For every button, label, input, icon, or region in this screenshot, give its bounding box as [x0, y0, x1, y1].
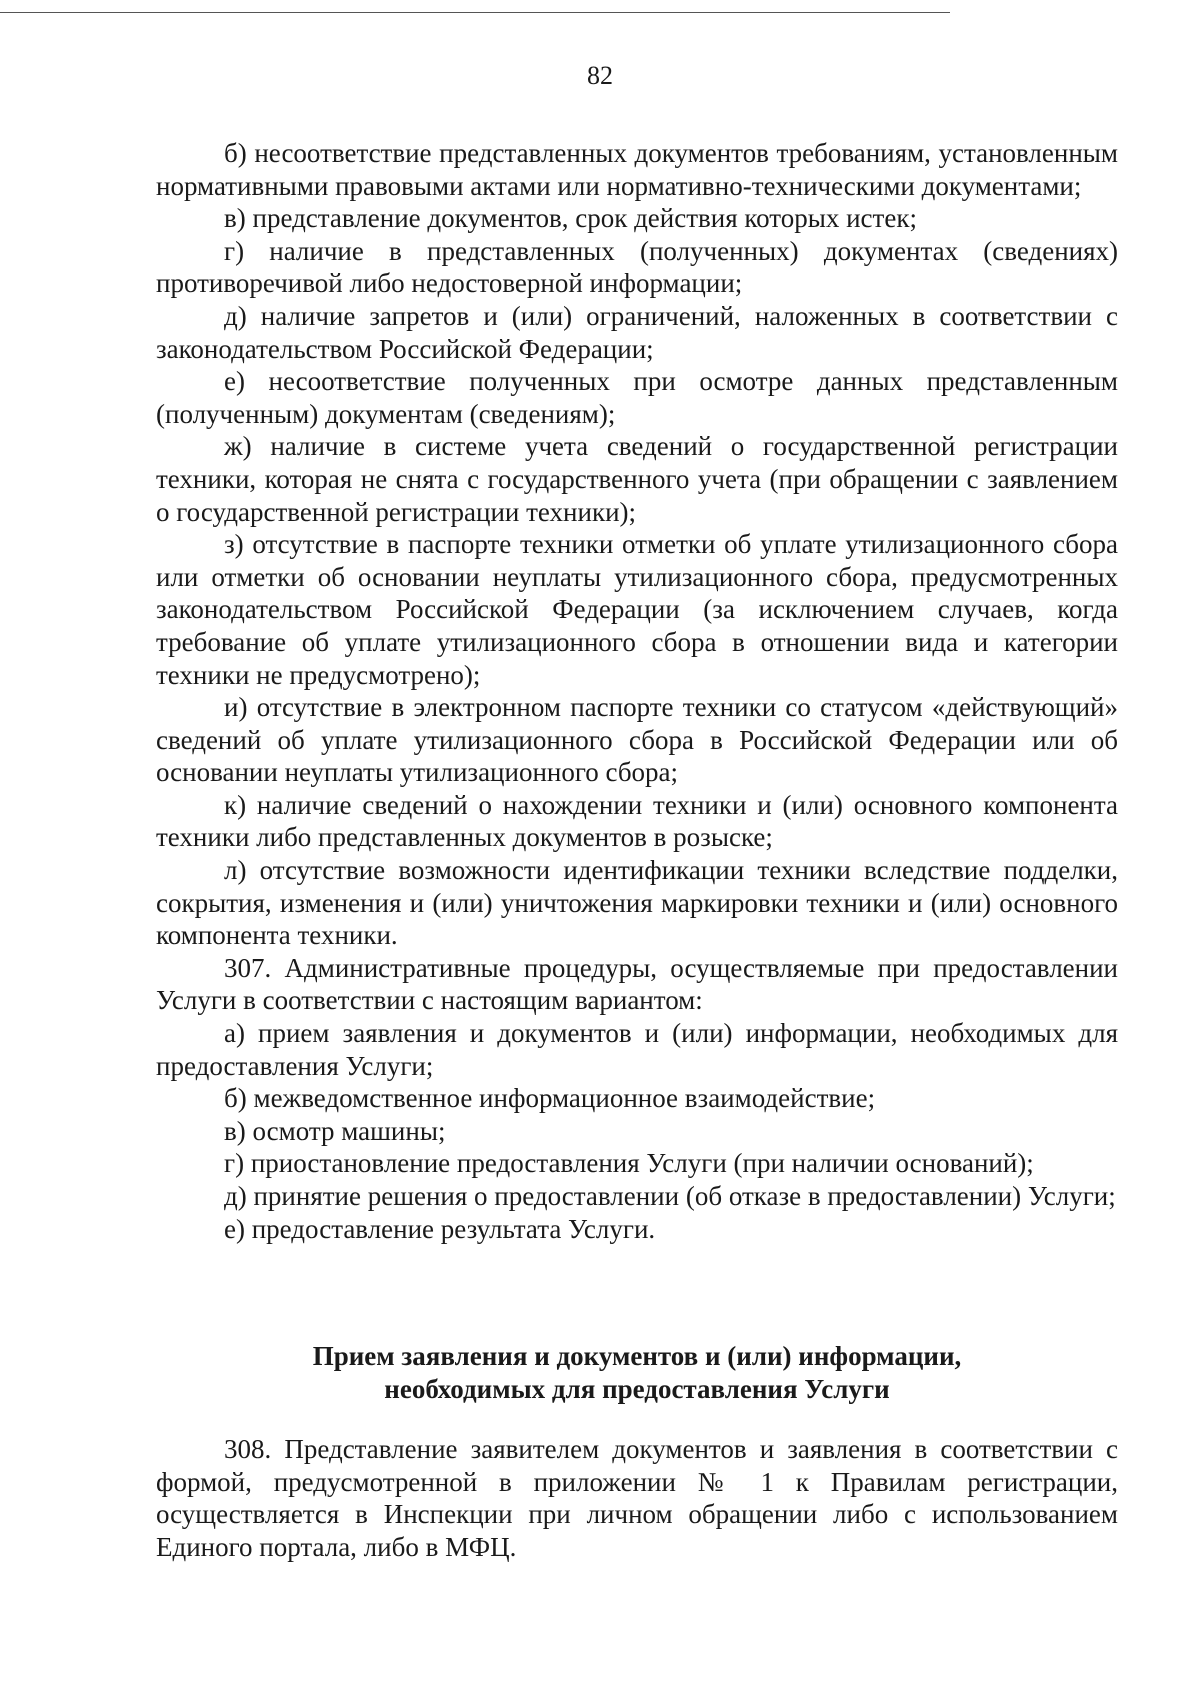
list-item-g-suspension: г) приостановление предоставления Услуги (при наличии оснований);: [224, 1148, 1034, 1179]
body-text: [156, 137, 1118, 1245]
paragraph-e-inspection-mismatch: е) несоответствие полученных при осмотре данных представленным (полученным) документам (сведениям);: [156, 366, 1118, 429]
section-heading: [156, 1340, 1118, 1406]
list-item-b-interagency: б) межведомственное информационное взаимодействие;: [224, 1083, 876, 1114]
page-number: 82: [587, 61, 613, 90]
paragraph-z-recycling-fee-mark: з) отсутствие в паспорте техники отметки об уплате утилизационного сбора или отметки об основании неуплаты утилизационного сбора, предусмотренных законодательством Российской Федерации (за исключением случаев, когда требование об уплате утилизационного сбора в отношении вида и категории техники не предусмотрено);: [156, 529, 1118, 690]
list-item-e-result: е) предоставление результата Услуги.: [224, 1213, 656, 1244]
final-block: [156, 1433, 1118, 1563]
paragraph-b-nonconformity: б) несоответствие представленных документов требованиям, установленным нормативными правовыми актами или нормативно-техническими документами;: [156, 138, 1118, 201]
paragraph-v-expired-documents: в) представление документов, срок действия которых истек;: [224, 203, 917, 234]
section-heading-line-2: необходимых для предоставления Услуги: [384, 1374, 890, 1404]
list-item-v-inspection: в) осмотр машины;: [224, 1115, 446, 1146]
paragraph-308-submission: 308. Представление заявителем документов и заявления в соответствии с формой, предусмотренной в приложении № 1 к Правилам регистрации, осуществляется в Инспекции при личном обращении либо с использованием Единого портала, либо в МФЦ.: [156, 1434, 1118, 1562]
paragraph-g-contradictory-info: г) наличие в представленных (полученных) документах (сведениях) противоречивой либо недостоверной информации;: [156, 235, 1118, 299]
list-item-a-reception: а) прием заявления и документов и (или) информации, необходимых для предоставления Услуги;: [156, 1018, 1118, 1081]
list-item-d-decision: д) принятие решения о предоставлении (об отказе в предоставлении) Услуги;: [224, 1181, 1116, 1211]
paragraph-zh-not-deregistered: ж) наличие в системе учета сведений о государственной регистрации техники, которая не снята с государственного учета (при обращении с заявлением о государственной регистрации техники);: [156, 431, 1118, 527]
top-rule: [0, 12, 950, 13]
paragraph-l-identification: л) отсутствие возможности идентификации техники вследствие подделки, сокрытия, изменения и (или) уничтожения маркировки техники и (или) основного компонента техники.: [156, 855, 1118, 951]
paragraph-i-electronic-passport: и) отсутствие в электронном паспорте техники со статусом «действующий» сведений об уплате утилизационного сбора в Российской Федерации или об основании неуплаты утилизационного сбора;: [156, 692, 1118, 788]
paragraph-d-prohibitions: д) наличие запретов и (или) ограничений, наложенных в соответствии с законодательством Российской Федерации;: [156, 300, 1118, 364]
paragraph-k-wanted-list: к) наличие сведений о нахождении техники и (или) основного компонента техники либо представленных документов в розыске;: [156, 789, 1118, 853]
section-heading-line-1: Прием заявления и документов и (или) информации,: [312, 1341, 962, 1371]
paragraph-307-procedures: 307. Административные процедуры, осуществляемые при предоставлении Услуги в соответствии с настоящим вариантом:: [156, 952, 1118, 1016]
